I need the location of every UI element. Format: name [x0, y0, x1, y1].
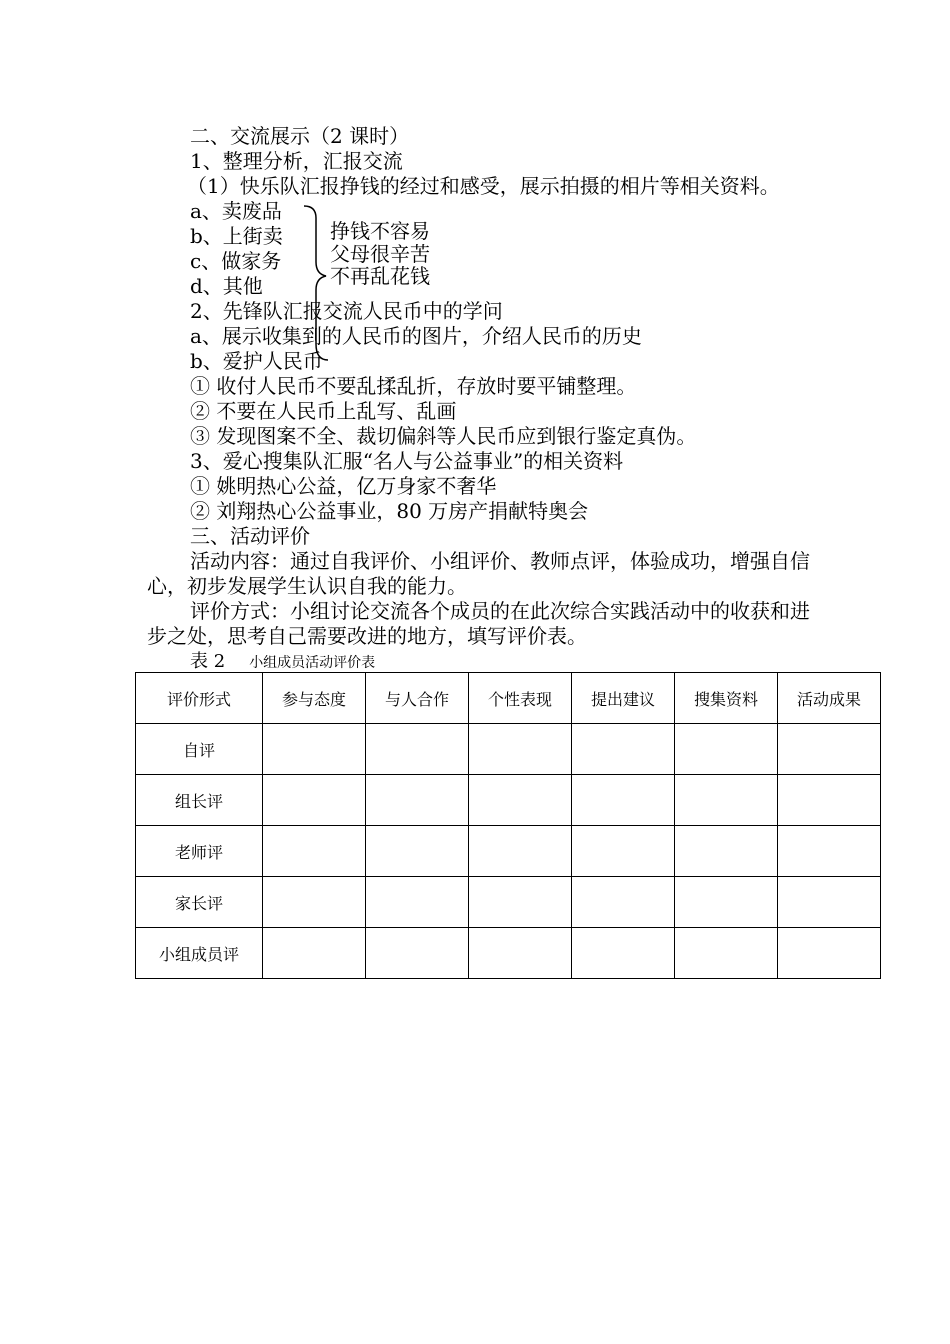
table-row — [136, 928, 881, 979]
subheading-pioneer: 2、先锋队汇报交流人民币中的学问 — [190, 299, 503, 323]
table-row — [136, 826, 881, 877]
table-cell — [263, 826, 366, 877]
table-cell — [675, 928, 778, 979]
table-cell — [675, 826, 778, 877]
subheading-love-team: 3、爱心搜集队汇服“名人与公益事业”的相关资料 — [190, 449, 624, 473]
table-caption-title: 小组成员活动评价表 — [249, 655, 376, 671]
table-cell — [469, 775, 572, 826]
header-cell: 活动成果 — [778, 673, 881, 724]
header-cell: 参与态度 — [263, 673, 366, 724]
table-cell — [572, 826, 675, 877]
rule-2: ② 不要在人民币上乱写、乱画 — [190, 399, 457, 423]
section-heading-exchange: 二、交流展示（2 课时） — [190, 124, 410, 148]
table-cell — [572, 775, 675, 826]
table-row — [136, 775, 881, 826]
table-cell — [572, 724, 675, 775]
table-cell — [469, 877, 572, 928]
table-cell — [778, 826, 881, 877]
table-cell — [263, 877, 366, 928]
table-cell — [366, 928, 469, 979]
table-cell — [366, 775, 469, 826]
row-label: 老师评 — [136, 826, 263, 877]
paragraph-content: 活动内容：通过自我评价、小组评价、教师点评，体验成功，增强自信心，初步发展学生认识自我的能力。 — [147, 549, 810, 598]
list-item-b: b、上街卖 — [190, 224, 283, 248]
list-item-a: a、卖废品 — [190, 199, 282, 223]
table-header-row — [136, 673, 881, 724]
brace-item-3: 不再乱花钱 — [330, 264, 430, 288]
row-label: 自评 — [136, 724, 263, 775]
header-cell: 与人合作 — [366, 673, 469, 724]
table-cell — [469, 826, 572, 877]
subheading-analysis: 1、整理分析，汇报交流 — [190, 149, 403, 173]
table-cell — [675, 775, 778, 826]
table-cell — [366, 724, 469, 775]
item-happy-team: （1）快乐队汇报挣钱的经过和感受，展示拍摄的相片等相关资料。 — [187, 174, 780, 198]
table-cell — [778, 724, 881, 775]
example-2: ② 刘翔热心公益事业，80 万房产捐献特奥会 — [190, 499, 589, 523]
section-heading-evaluation: 三、活动评价 — [190, 524, 310, 548]
table-cell — [469, 928, 572, 979]
rule-3: ③ 发现图案不全、裁切偏斜等人民币应到银行鉴定真伪。 — [190, 424, 697, 448]
header-cell: 评价形式 — [136, 673, 263, 724]
pioneer-item-b: b、爱护人民币 — [190, 349, 323, 373]
table-cell — [366, 877, 469, 928]
table-cell — [469, 724, 572, 775]
table-cell — [778, 877, 881, 928]
table-cell — [675, 877, 778, 928]
header-cell: 个性表现 — [469, 673, 572, 724]
table-cell — [263, 724, 366, 775]
rule-1: ① 收付人民币不要乱揉乱折，存放时要平铺整理。 — [190, 374, 637, 398]
table-caption-label: 表 2 — [190, 651, 226, 672]
table-cell — [572, 928, 675, 979]
table-cell — [778, 775, 881, 826]
table-cell — [572, 877, 675, 928]
table-cell — [778, 928, 881, 979]
pioneer-item-a: a、展示收集到的人民币的图片，介绍人民币的历史 — [190, 324, 642, 348]
table-cell — [263, 928, 366, 979]
row-label: 家长评 — [136, 877, 263, 928]
brace-item-1: 挣钱不容易 — [330, 219, 430, 243]
list-item-d: d、其他 — [190, 274, 263, 298]
header-cell: 提出建议 — [572, 673, 675, 724]
table-caption — [190, 651, 375, 674]
paragraph-method: 评价方式：小组讨论交流各个成员的在此次综合实践活动中的收获和进步之处，思考自己需要改进的地方，填写评价表。 — [147, 599, 810, 648]
brace-item-2: 父母很辛苦 — [330, 242, 430, 266]
table-cell — [675, 724, 778, 775]
table-cell — [263, 775, 366, 826]
example-1: ① 姚明热心公益，亿万身家不奢华 — [190, 474, 497, 498]
list-item-c: c、做家务 — [190, 249, 282, 273]
table-row — [136, 877, 881, 928]
row-label: 小组成员评 — [136, 928, 263, 979]
table-cell — [366, 826, 469, 877]
header-cell: 搜集资料 — [675, 673, 778, 724]
evaluation-table — [135, 672, 881, 979]
table-row — [136, 724, 881, 775]
row-label: 组长评 — [136, 775, 263, 826]
